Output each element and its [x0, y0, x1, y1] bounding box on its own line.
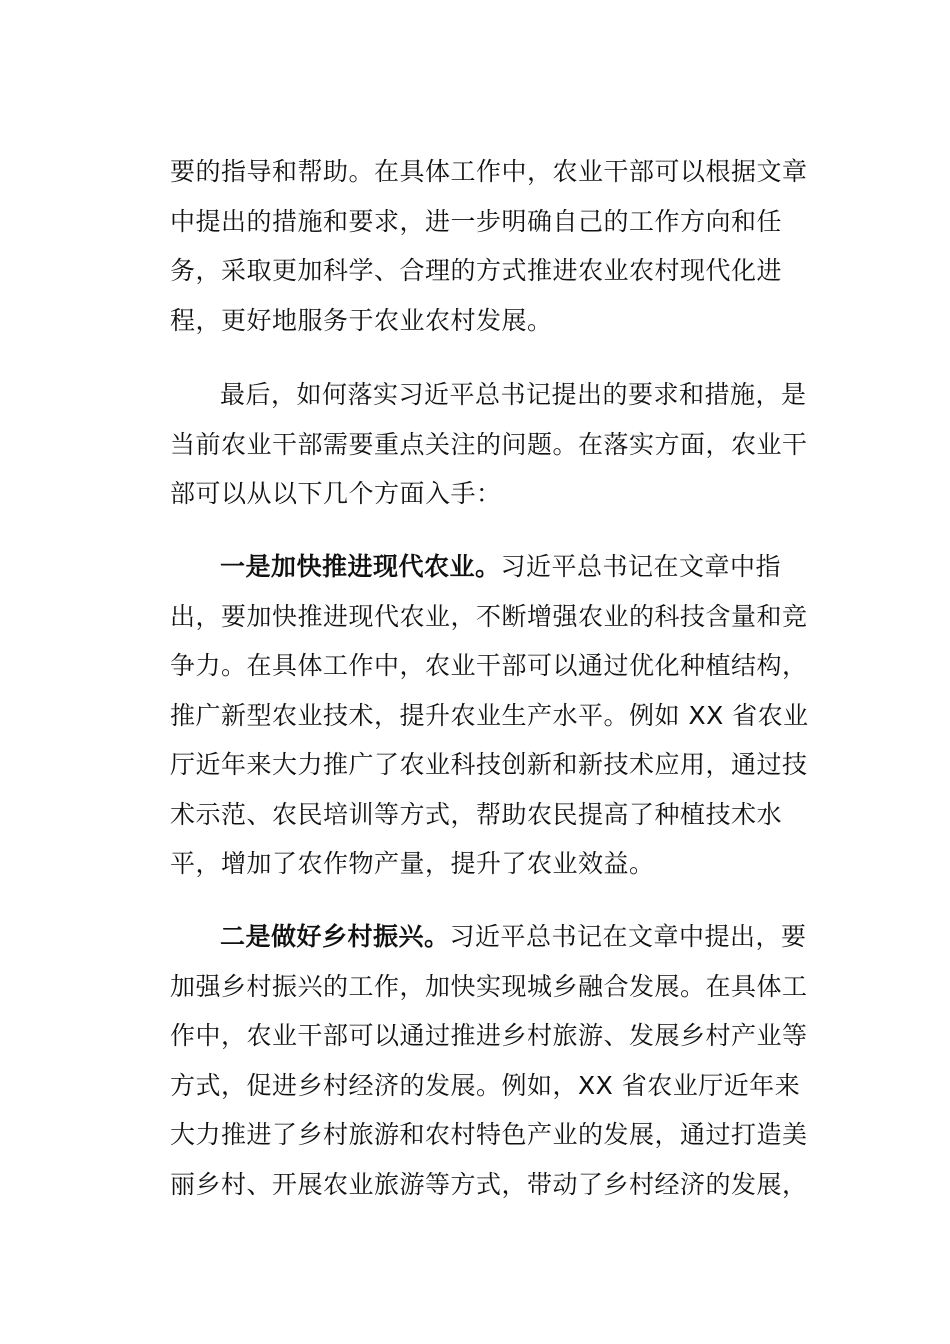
text-line: 厅近年来大力推广了农业科技创新和新技术应用，通过技: [170, 750, 808, 779]
text-line: 要的指导和帮助。在具体工作中，农业干部可以根据文章: [170, 157, 808, 186]
paragraph-point-one: [170, 542, 809, 889]
text-line: 推广新型农业技术，提升农业生产水平。例如 XX 省农业: [170, 700, 809, 730]
text-line: 作中，农业干部可以通过推进乡村旅游、发展乡村产业等: [170, 1021, 808, 1050]
text-run: 习近平总书记在文章中指: [500, 552, 782, 581]
point-two-heading: 二是做好乡村振兴。: [220, 922, 450, 951]
text-line: 方式，促进乡村经济的发展。例如，XX 省农业厅近年来: [170, 1070, 801, 1100]
text-line: 务，采取更加科学、合理的方式推进农业农村现代化进: [170, 256, 783, 285]
text-line: 最后，如何落实习近平总书记提出的要求和措施，是: [220, 380, 807, 409]
paragraph-point-two: [170, 912, 808, 1209]
text-line: [170, 542, 782, 592]
text-line: 争力。在具体工作中，农业干部可以通过优化种植结构，: [170, 651, 808, 680]
point-one-heading: 一是加快推进现代农业。: [220, 552, 501, 581]
text-line: 当前农业干部需要重点关注的问题。在落实方面，农业干: [170, 429, 808, 459]
paragraph-finally: [170, 370, 808, 519]
text-line: 平，增加了农作物产量，提升了农业效益。: [170, 849, 655, 878]
text-line: 大力推进了乡村旅游和农村特色产业的发展，通过打造美: [170, 1120, 808, 1149]
text-line: 程，更好地服务于农业农村发展。: [170, 305, 553, 335]
text-line: 丽乡村、开展农业旅游等方式，带动了乡村经济的发展，: [170, 1169, 808, 1199]
text-line: 部可以从以下几个方面入手：: [170, 479, 502, 508]
paragraph-continuation: [170, 147, 808, 345]
text-line: 中提出的措施和要求，进一步明确自己的工作方向和任: [170, 206, 783, 236]
text-line: 加强乡村振兴的工作，加快实现城乡融合发展。在具体工: [170, 971, 808, 1001]
text-line: 出，要加快推进现代农业，不断增强农业的科技含量和竞: [170, 601, 808, 631]
text-line: [170, 912, 807, 962]
text-run: 习近平总书记在文章中提出，要: [449, 922, 807, 951]
text-line: 术示范、农民培训等方式，帮助农民提高了种植技术水: [170, 799, 783, 829]
